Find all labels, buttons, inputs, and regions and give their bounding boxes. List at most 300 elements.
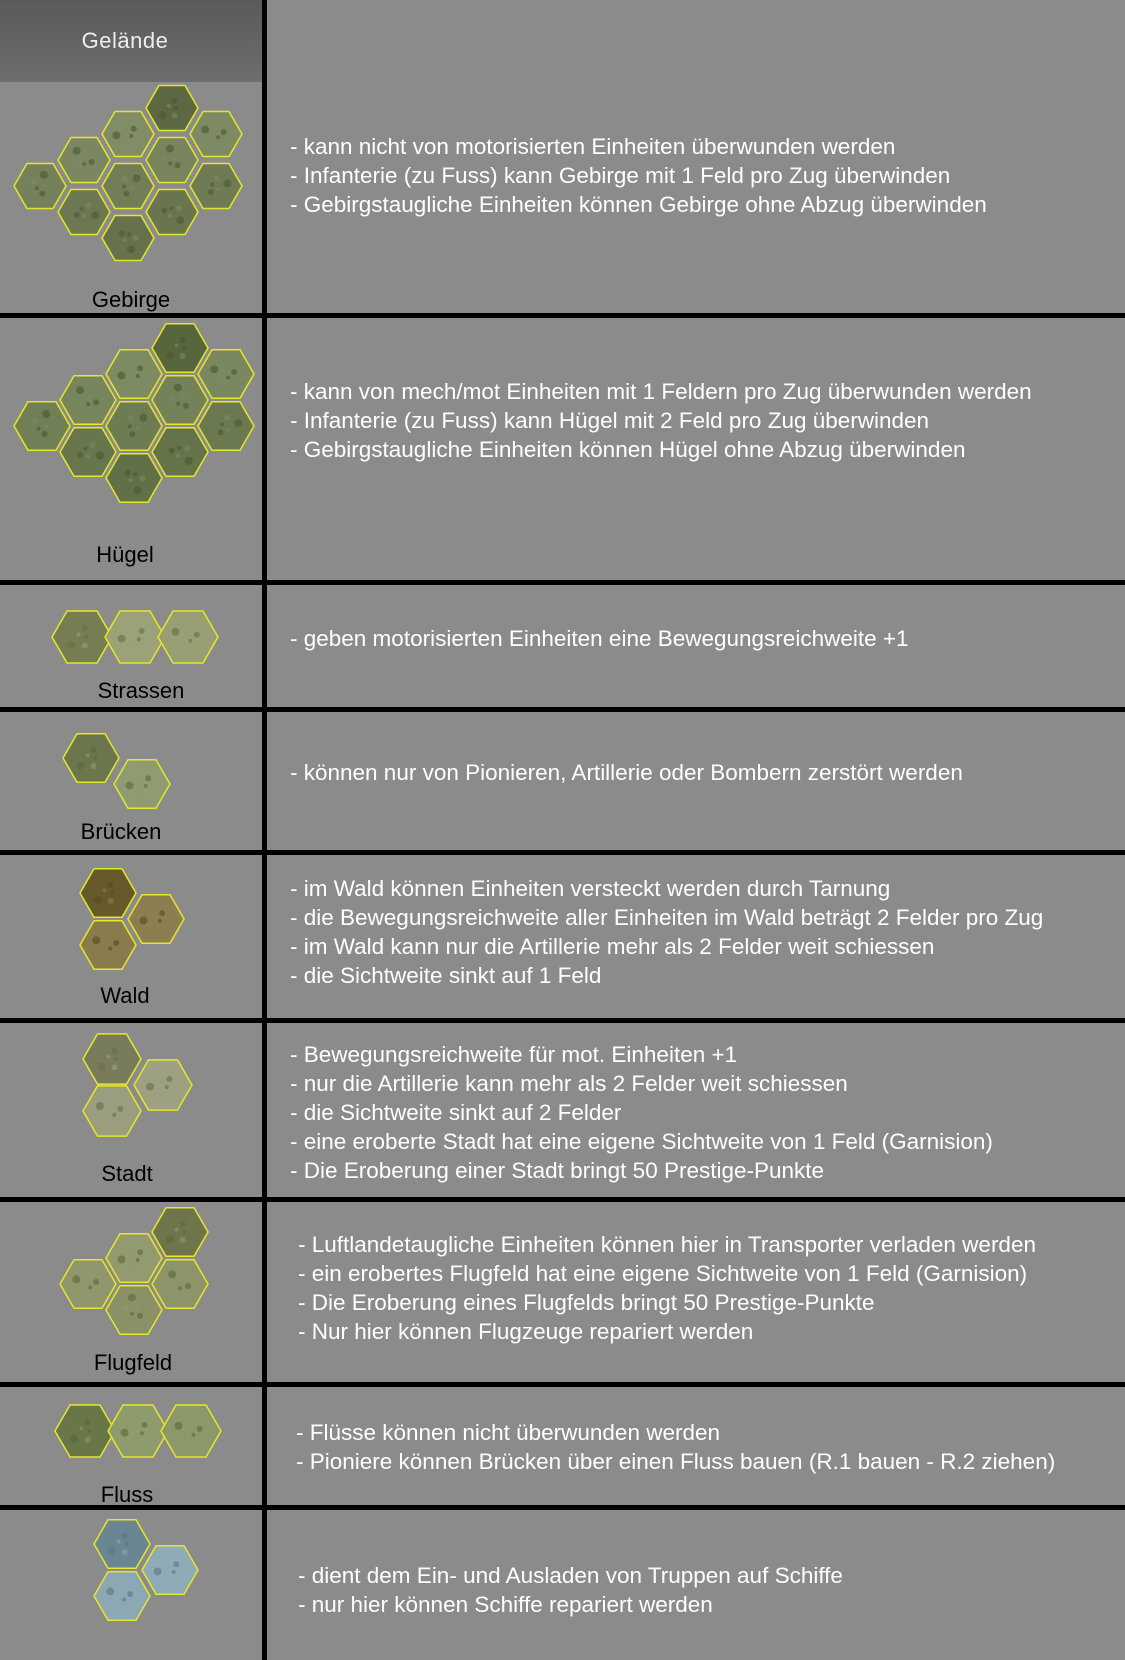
tile-texture [165, 1085, 169, 1089]
description-line: - Nur hier können Flugzeuge repariert werden [298, 1319, 754, 1344]
tile-texture [124, 139, 130, 145]
terrain-name: Fluss [100, 1482, 154, 1507]
tile-texture [144, 784, 148, 788]
tile-texture [128, 1294, 136, 1302]
tile-texture [77, 452, 83, 458]
tile-texture [139, 628, 145, 634]
tile-texture [112, 1064, 118, 1070]
tile-texture [124, 470, 130, 476]
tile-texture [127, 1591, 133, 1597]
tile-texture [82, 214, 86, 218]
tile-texture [110, 891, 114, 895]
tile-texture [139, 475, 145, 481]
tile-texture [168, 214, 172, 218]
tile-texture [159, 1079, 163, 1083]
hex-tile [146, 190, 198, 235]
hex-tile [14, 164, 66, 209]
tile-texture [136, 1306, 140, 1310]
tile-texture [179, 641, 185, 647]
description-line: - Gebirgstaugliche Einheiten können Gebirge ohne Abzug überwinden [290, 192, 987, 217]
tile-texture [129, 1263, 135, 1269]
terrain-description-hafen [298, 1561, 1115, 1619]
hex-tile [14, 402, 70, 450]
tile-texture [100, 948, 106, 954]
tile-texture [123, 191, 129, 197]
hex-tile [106, 402, 162, 450]
description-line: - die Sichtweite sinkt auf 2 Felder [290, 1100, 622, 1125]
terrain-name: Gebirge [91, 287, 171, 312]
hex-tile [105, 611, 165, 663]
tile-texture [114, 1057, 118, 1061]
tile-texture [182, 346, 186, 350]
tile-texture [129, 134, 133, 138]
description-line: - Pioniere können Brücken über einen Fluss bauen (R.1 bauen - R.2 ziehen) [296, 1449, 1056, 1474]
tile-texture [172, 628, 180, 636]
tile-texture [88, 1286, 92, 1290]
tile-texture [103, 889, 107, 893]
tile-texture [185, 457, 193, 465]
terrain-icon-hafen [0, 1510, 262, 1660]
description-line: - die Bewegungsreichweite aller Einheiten im Wald beträgt 2 Felder pro Zug [290, 905, 1044, 930]
tile-texture [152, 913, 156, 917]
tile-texture [172, 1570, 176, 1574]
tile-texture [85, 203, 91, 209]
terrain-icon-stadt [0, 1023, 262, 1197]
tile-texture [180, 1279, 184, 1283]
tile-texture [42, 410, 50, 418]
tile-texture [129, 478, 133, 482]
tile-texture [175, 1422, 183, 1430]
tile-texture [169, 396, 175, 402]
tile-texture [88, 1429, 92, 1433]
tile-texture [86, 402, 90, 406]
tile-texture [76, 386, 84, 394]
terrain-name: Flugfeld [93, 1350, 173, 1375]
tile-texture [158, 919, 162, 923]
tile-texture [210, 183, 214, 187]
tile-texture [129, 379, 135, 385]
tile-texture [108, 882, 114, 888]
terrain-description-bruecken [290, 758, 1115, 787]
tile-texture [161, 156, 167, 162]
tile-texture [137, 789, 143, 795]
tile-texture [138, 778, 142, 782]
tile-texture [123, 238, 127, 242]
tile-texture [112, 131, 120, 139]
tile-texture [112, 1113, 116, 1117]
tile-texture [108, 898, 114, 904]
tile-texture [106, 939, 110, 943]
header-cell [0, 0, 262, 82]
description-line: - eine eroberte Stadt hat eine eigene Sichtweite von 1 Feld (Garnision) [290, 1129, 993, 1154]
tile-texture [194, 632, 200, 638]
tile-texture [216, 187, 220, 191]
description-line: - Gebirgstaugliche Einheiten können Hügel ohne Abzug überwinden [290, 437, 966, 462]
terrain-name: Hügel [96, 542, 154, 567]
tile-texture [166, 351, 174, 359]
tile-texture [177, 446, 181, 450]
terrain-description-wald [290, 874, 1115, 990]
tile-texture [169, 448, 175, 454]
tile-texture [70, 1435, 78, 1443]
tile-texture [94, 896, 102, 904]
hex-tile [58, 190, 110, 235]
tile-texture [79, 1426, 83, 1430]
tile-texture [166, 1235, 174, 1243]
tile-texture [127, 245, 135, 253]
tile-texture [151, 924, 157, 930]
description-line: - kann von mech/mot Einheiten mit 1 Feldern pro Zug überwunden werden [290, 379, 1032, 404]
tile-texture [85, 1419, 91, 1425]
tile-texture [185, 1283, 191, 1289]
tile-texture [183, 403, 189, 409]
tile-texture [134, 486, 142, 494]
tile-texture [118, 635, 126, 643]
tile-texture [122, 1598, 126, 1602]
tile-texture [231, 369, 237, 375]
hex-tile [102, 216, 154, 261]
tile-texture [89, 159, 95, 165]
hex-tile [106, 1286, 162, 1334]
description-line: - Infanterie (zu Fuss) kann Hügel mit 2 Feld pro Zug überwinden [290, 408, 930, 433]
tile-texture [137, 365, 143, 371]
tile-texture [106, 1587, 114, 1595]
tile-texture [119, 230, 125, 236]
tile-texture [234, 419, 242, 427]
tile-texture [208, 189, 214, 195]
hex-tile [146, 138, 198, 183]
description-line: - Flüsse können nicht überwunden werden [296, 1420, 721, 1445]
tile-texture [176, 402, 180, 406]
tile-texture [180, 1237, 186, 1243]
description-line: - Die Eroberung einer Stadt bringt 50 Prestige-Punkte [290, 1158, 825, 1183]
terrain-icon-fluss [0, 1387, 262, 1505]
tile-texture [32, 418, 38, 424]
tile-texture [122, 184, 126, 188]
tile-texture [130, 1252, 134, 1256]
tile-texture [130, 368, 134, 372]
hex-tile [134, 1060, 192, 1110]
tile-texture [77, 400, 83, 406]
hex-tile [58, 138, 110, 183]
hex-tile [152, 376, 208, 424]
terrain-icon-gebirge [0, 82, 262, 313]
tile-texture [128, 415, 134, 421]
tile-texture [85, 635, 89, 639]
tile-texture [180, 337, 186, 343]
tile-texture [83, 447, 87, 451]
tile-texture [127, 232, 131, 236]
tile-texture [220, 422, 224, 426]
tile-texture [173, 1561, 179, 1567]
tile-texture [93, 756, 97, 760]
tile-texture [191, 1433, 195, 1437]
tile-texture [214, 128, 218, 132]
tile-texture [134, 1425, 138, 1429]
terrain-name: Strassen [97, 678, 185, 703]
hex-tile [198, 350, 254, 398]
tile-texture [123, 1306, 129, 1312]
hex-tile [83, 1086, 141, 1136]
tile-texture [67, 641, 75, 649]
tile-texture [112, 1048, 118, 1054]
tile-texture [130, 1312, 134, 1316]
terrain-description-gebirge [290, 132, 1115, 219]
tile-texture [142, 1422, 148, 1428]
description-line: - nur die Artillerie kann mehr als 2 Felder weit schiessen [290, 1071, 848, 1096]
tile-texture [37, 426, 41, 430]
tile-texture [76, 632, 80, 636]
hex-tile [152, 324, 208, 372]
hex-tile [106, 1234, 162, 1282]
tile-texture [201, 126, 209, 134]
hex-tile [52, 611, 112, 663]
hex-tile [198, 402, 254, 450]
tile-texture [74, 160, 80, 166]
terrain-description-strassen [290, 624, 1115, 653]
tile-texture [131, 631, 135, 635]
tile-texture [124, 129, 128, 133]
tile-texture [223, 179, 231, 187]
tile-texture [161, 208, 167, 214]
tile-texture [145, 775, 151, 781]
tile-texture [93, 1279, 99, 1285]
tile-texture [86, 754, 90, 758]
tile-texture [120, 1590, 124, 1594]
tile-texture [166, 1076, 172, 1082]
hex-tile [142, 1546, 198, 1594]
description-line: - ein erobertes Flugfeld hat eine eigene Sichtweite von 1 Feld (Garnision) [298, 1261, 1028, 1286]
terrain-icon-wald [0, 855, 262, 1018]
tile-texture [136, 374, 140, 378]
tile-texture [126, 782, 134, 790]
terrain-icon-huegel [0, 318, 262, 580]
tile-texture [224, 415, 230, 421]
tile-texture [146, 1083, 154, 1091]
tile-texture [44, 424, 48, 428]
tile-texture [131, 126, 137, 132]
hex-tile [94, 1572, 150, 1620]
hex-tile [106, 350, 162, 398]
tile-texture [166, 1564, 170, 1568]
tile-texture [82, 162, 86, 166]
terrain-description-flugfeld [298, 1230, 1115, 1346]
tile-texture [171, 112, 177, 118]
description-line: - dient dem Ein- und Ausladen von Truppen auf Schiffe [298, 1563, 843, 1588]
tile-texture [140, 1431, 144, 1435]
tile-texture [159, 111, 167, 119]
hex-tile [94, 1520, 150, 1568]
tile-texture [88, 395, 92, 399]
tile-texture [82, 643, 88, 649]
tile-texture [114, 1599, 120, 1605]
harbor-hex-tile-icon [0, 1510, 262, 1660]
tile-texture [117, 1106, 123, 1112]
tile-texture [35, 186, 39, 190]
tile-texture [39, 191, 45, 197]
description-line: - Infanterie (zu Fuss) kann Gebirge mit 1 Feld pro Zug überwinden [290, 163, 951, 188]
tile-texture [133, 472, 137, 476]
description-line: - geben motorisierten Einheiten eine Bewegungsreichweite +1 [290, 626, 909, 651]
description-line: - Bewegungsreichweite für mot. Einheiten +1 [290, 1042, 738, 1067]
hex-tile [128, 895, 184, 943]
tile-texture [169, 1284, 175, 1290]
tile-texture [108, 1547, 116, 1555]
tile-texture [186, 631, 190, 635]
tile-texture [140, 917, 148, 925]
tile-texture [121, 1429, 129, 1437]
tile-texture [133, 235, 139, 241]
description-line: - können nur von Pionieren, Artillerie oder Bombern zerstört werden [290, 760, 963, 785]
header-label: Gelände [81, 28, 169, 53]
description-line: - kann nicht von motorisierten Einheiten überwunden werden [290, 134, 896, 159]
tile-texture [182, 1230, 186, 1234]
tile-texture [136, 1258, 140, 1262]
tile-texture [31, 178, 37, 184]
tile-texture [113, 940, 119, 946]
tile-texture [154, 1568, 162, 1576]
tile-texture [218, 429, 224, 435]
tile-texture [118, 1256, 126, 1264]
tile-texture [117, 1540, 121, 1544]
description-line: - Luftlandetaugliche Einheiten können hier in Transporter verladen werden [298, 1232, 1036, 1257]
hex-tile [190, 164, 242, 209]
tile-texture [137, 1313, 143, 1319]
tile-texture [122, 176, 128, 182]
tile-texture [159, 910, 165, 916]
hill-hex-tile-icon [0, 318, 262, 580]
tile-texture [84, 155, 88, 159]
tile-texture [167, 104, 171, 108]
hex-tile [114, 760, 170, 808]
tile-texture [166, 145, 174, 153]
tile-texture [168, 1270, 176, 1278]
tile-texture [189, 1425, 193, 1429]
tile-texture [129, 186, 133, 190]
tile-texture [72, 1275, 80, 1283]
hex-tile [152, 428, 208, 476]
column-divider [262, 0, 267, 1660]
tile-texture [176, 216, 184, 224]
description-line: - im Wald können Einheiten versteckt werden durch Tarnung [290, 876, 891, 901]
tile-texture [173, 156, 177, 160]
tile-texture [73, 147, 81, 155]
tile-texture [214, 175, 220, 181]
tile-texture [224, 368, 228, 372]
tile-texture [182, 1435, 188, 1441]
tile-texture [208, 137, 214, 143]
tile-texture [42, 431, 48, 437]
terrain-icon-flugfeld [0, 1202, 262, 1382]
terrain-description-stadt [290, 1040, 1115, 1185]
tile-texture [221, 129, 227, 135]
tile-texture [136, 426, 140, 430]
tile-texture [174, 106, 178, 110]
tile-texture [197, 1426, 203, 1432]
hex-tile [161, 1405, 221, 1457]
tile-texture [226, 428, 230, 432]
tile-texture [226, 376, 230, 380]
tile-texture [169, 206, 173, 210]
tile-texture [178, 1286, 182, 1290]
hex-tile [60, 376, 116, 424]
tile-texture [218, 377, 224, 383]
tile-texture [176, 206, 182, 212]
tile-texture [165, 1575, 171, 1581]
tile-texture [137, 1249, 143, 1255]
tile-texture [97, 1063, 105, 1071]
hex-tile [80, 921, 136, 969]
description-line: - Die Eroberung eines Flugfelds bringt 50 Prestige-Punkte [298, 1290, 875, 1315]
hex-tile [80, 869, 136, 917]
hex-tile [106, 454, 162, 502]
tile-texture [175, 162, 181, 168]
tile-texture [168, 162, 172, 166]
tile-texture [96, 452, 104, 460]
hex-tile [55, 1405, 115, 1457]
hex-tile [83, 1034, 141, 1084]
terrain-description-huegel [290, 377, 1115, 464]
tile-texture [188, 639, 192, 643]
tile-texture [107, 1054, 111, 1058]
tile-texture [40, 171, 48, 179]
hex-tile [63, 734, 119, 782]
tile-texture [176, 454, 180, 458]
tile-texture [180, 1221, 186, 1227]
tile-texture [171, 98, 177, 104]
tile-texture [174, 384, 182, 392]
tile-texture [92, 936, 100, 944]
terrain-description-fluss [296, 1418, 1115, 1476]
tile-texture [128, 424, 132, 428]
tile-texture [91, 211, 99, 219]
terrain-icon-bruecken [0, 712, 262, 850]
tile-texture [42, 184, 46, 188]
tile-texture [74, 212, 80, 218]
terrain-icon-strassen [0, 585, 262, 707]
terrain-name: Brücken [80, 819, 162, 844]
hex-tile [158, 611, 218, 663]
tile-texture [80, 1287, 86, 1293]
tile-texture [82, 625, 88, 631]
hex-tile [152, 1260, 208, 1308]
tile-texture [122, 1533, 128, 1539]
description-line: - die Sichtweite sinkt auf 1 Feld [290, 963, 602, 988]
tile-texture [175, 344, 179, 348]
tile-texture [133, 1437, 139, 1443]
hex-tile [102, 112, 154, 157]
tile-texture [124, 1542, 128, 1546]
tile-texture [103, 1115, 109, 1121]
tile-texture [77, 761, 85, 769]
hex-tile [60, 1260, 116, 1308]
tile-texture [110, 1105, 114, 1109]
description-line: - im Wald kann nur die Artillerie mehr als 2 Felder weit schiessen [290, 934, 935, 959]
tile-texture [180, 353, 186, 359]
tile-texture [86, 454, 90, 458]
hex-tile [60, 428, 116, 476]
tile-texture [91, 747, 97, 753]
hex-tile [146, 86, 198, 131]
hex-tile [190, 112, 242, 157]
tile-texture [130, 643, 136, 649]
hex-tile [108, 1405, 168, 1457]
tile-texture [80, 207, 84, 211]
hex-tile [152, 1208, 208, 1256]
tile-texture [90, 442, 96, 448]
mountain-hex-tile-icon [0, 82, 262, 313]
tile-texture [182, 396, 186, 400]
